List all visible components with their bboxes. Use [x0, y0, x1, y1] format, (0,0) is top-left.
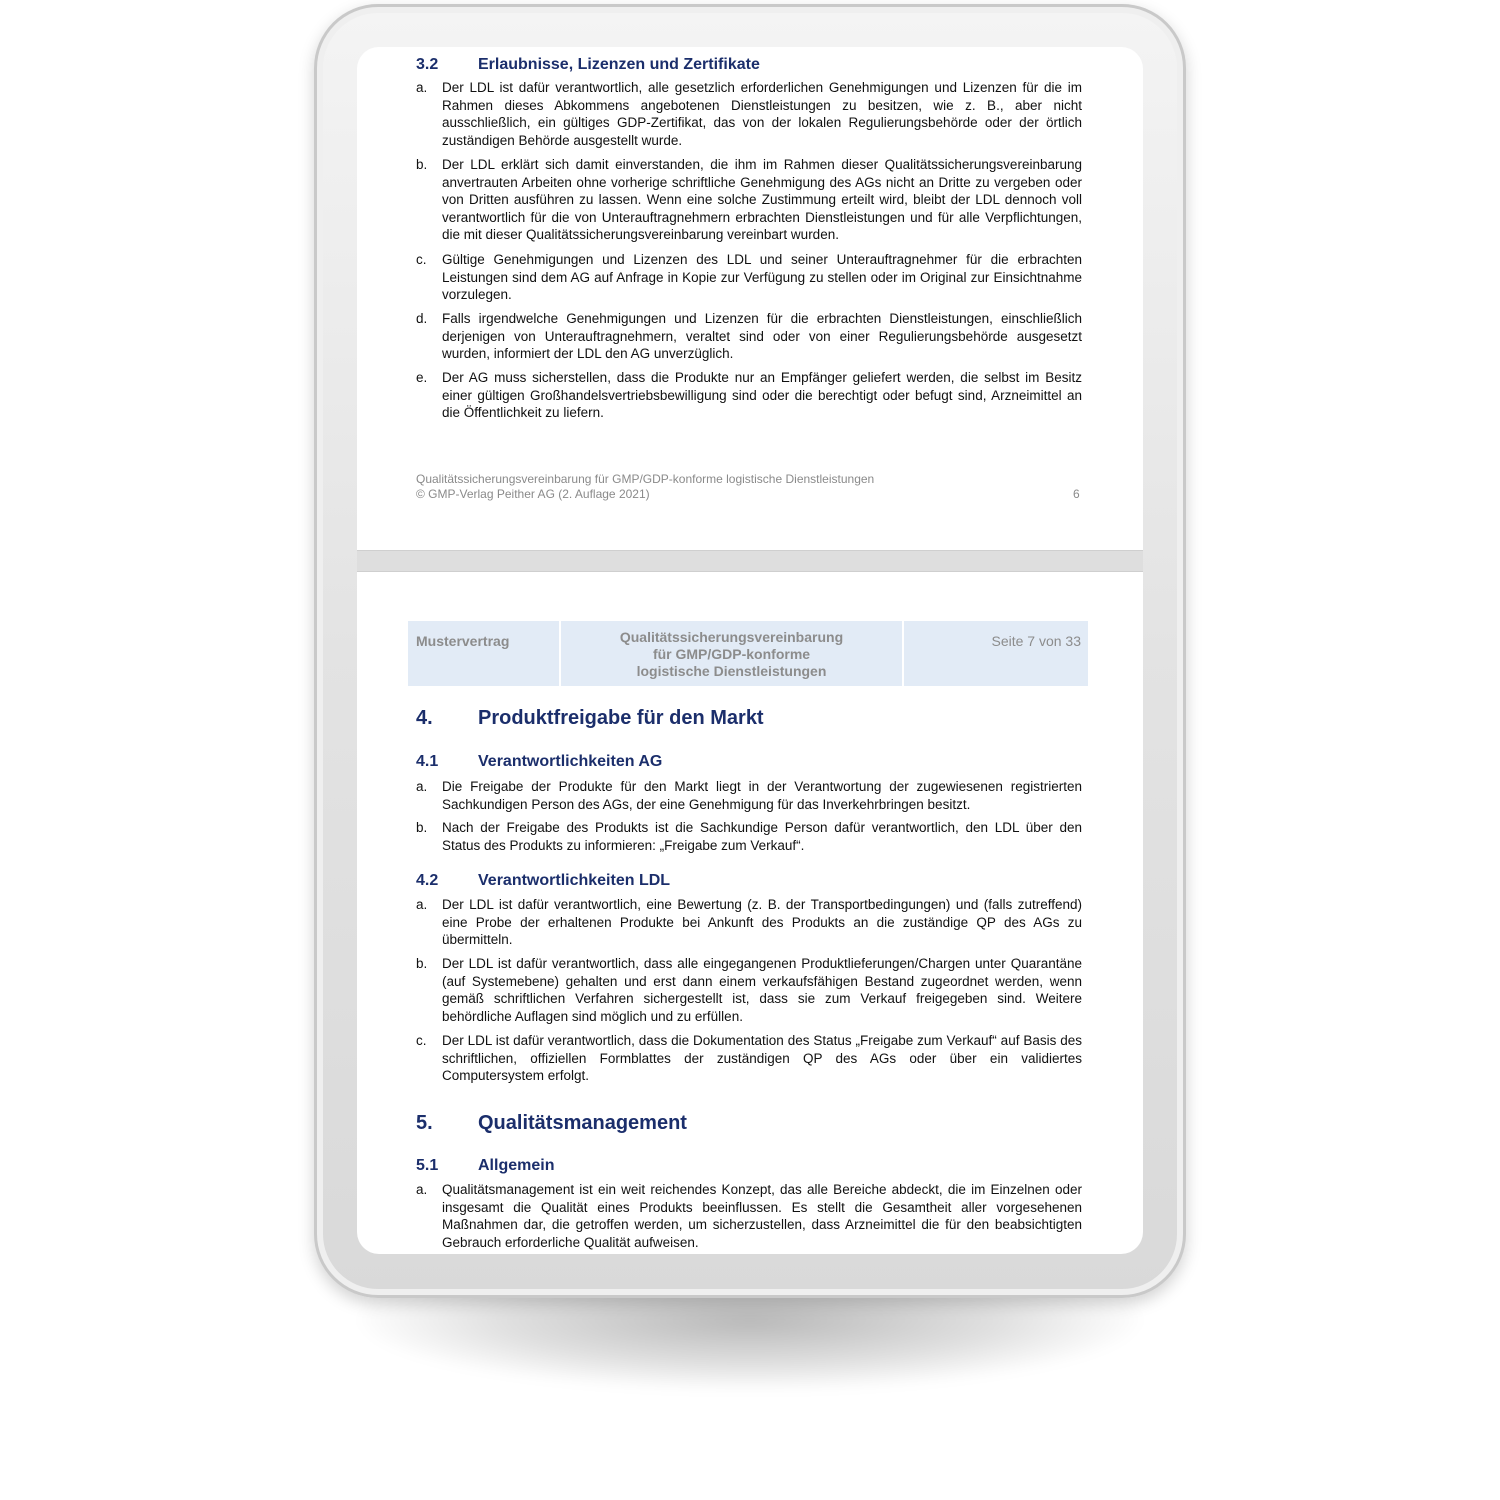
header-cell-page	[904, 621, 1088, 686]
chapter-title: Produktfreigabe für den Markt	[478, 707, 764, 729]
header-doctype: Mustervertrag	[416, 633, 510, 649]
header-title-line: logistische Dienstleistungen	[636, 663, 827, 679]
header-cell-title	[561, 621, 902, 686]
page-footer-title: Qualitätssicherungsvereinbarung für GMP/GDP-konforme logistische Dienstleistungen	[416, 472, 875, 486]
item-label: a.	[416, 779, 428, 794]
list-item: Gültige Genehmigungen und Lizenzen des LDL und seiner Unterauftragnehmer für die erbrachten Leistungen sind dem AG auf Anfrage in Kopie zur Verfügung zu stellen oder im Original zur Einsichtnahme vorzulegen.	[442, 252, 1082, 303]
list-item: Qualitätsmanagement ist ein weit reichendes Konzept, das alle Bereiche abdeckt, die im Einzelnen oder insgesamt die Qualität eines Produkts beeinflussen. Es stellt die Gesamtheit aller vorgesehenen Maßnahmen dar, die getroffen werden, um sicherzustellen, dass Arzneimittel die für den beabsichtigten Gebrauch erforderliche Qualität aufweisen.	[442, 1182, 1082, 1250]
item-label: e.	[416, 370, 428, 385]
chapter-number: 4.	[416, 707, 433, 729]
section-title: Verantwortlichkeiten LDL	[478, 872, 671, 889]
list-item: Die Freigabe der Produkte für den Markt liegt in der Verantwortung der zugewiesenen registrierten Sachkundigen Person des AGs, der eine Genehmigung für das Inverkehrbringen besitzt.	[442, 779, 1082, 812]
list-item: Der LDL erklärt sich damit einverstanden, die ihm im Rahmen dieser Qualitätssicherungsvereinbarung anvertrauten Arbeiten ohne vorherige schriftliche Genehmigung des AGs nicht an Dritte zu vergeben oder von Dritten ausführen zu lassen. Wenn eine solche Zustimmung erteilt wird, bleibt der LDL dennoch voll verantwortlich für die von Unterauftragnehmern erbrachten Dienstleistungen und für alle Verpflichtungen, die mit dieser Qualitätssicherungsvereinbarung vereinbart wurden.	[442, 157, 1082, 243]
section-number: 5.1	[416, 1157, 439, 1174]
section-title: Allgemein	[478, 1157, 555, 1174]
section-number: 4.1	[416, 753, 439, 770]
list-item: Der LDL ist dafür verantwortlich, alle gesetzlich erforderlichen Genehmigungen und Lizenzen für die im Rahmen dieses Abkommens angebotenen Dienstleistungen zu besitzen, wie z. B., aber nicht ausschließlich, ein gültiges GDP-Zertifikat, das von der lokalen Regulierungsbehörde oder der örtlich zuständigen Behörde ausgestellt wurde.	[442, 80, 1082, 148]
item-label: b.	[416, 157, 428, 172]
list-item: Der LDL ist dafür verantwortlich, dass alle eingegangenen Produktlieferungen/Chargen unter Quarantäne (auf Systemebene) gehalten und erst dann einem verkaufsfähigen Bestand zugeordnet werden, wenn gemäß schriftlichen Verfahren sichergestellt ist, dass sie zum Verkauf freigegeben sind. Weitere behördliche Auflagen sind möglich und zu erfüllen.	[442, 956, 1082, 1024]
tablet-screen[interactable]	[357, 47, 1143, 1254]
item-label: d.	[416, 311, 428, 326]
header-page-count: Seite 7 von 33	[991, 633, 1081, 649]
chapter-title: Qualitätsmanagement	[478, 1112, 687, 1134]
item-label: a.	[416, 1182, 428, 1197]
page-separator	[357, 550, 1143, 572]
item-label: a.	[416, 897, 428, 912]
item-label: b.	[416, 956, 428, 971]
item-label: c.	[416, 1033, 427, 1048]
list-item: Der AG muss sicherstellen, dass die Produkte nur an Empfänger geliefert werden, die selbst im Besitz einer gültigen Großhandelsvertriebsbewilligung sind oder die berechtigt oder befugt sind, Arzneimittel an die Öffentlichkeit zu liefern.	[442, 370, 1082, 421]
page-header-table	[408, 621, 1088, 686]
header-cell-doctype	[408, 621, 559, 686]
item-label: c.	[416, 252, 427, 267]
item-label: a.	[416, 80, 428, 95]
chapter-number: 5.	[416, 1112, 433, 1134]
item-label: b.	[416, 820, 428, 835]
section-number: 4.2	[416, 872, 439, 889]
list-item: Der LDL ist dafür verantwortlich, eine Bewertung (z. B. der Transportbedingungen) und (falls zutreffend) eine Probe der erhaltenen Produkte bei Ankunft des Produkts an die zuständige QP des AGs zu übermitteln.	[442, 897, 1082, 948]
header-title-line: Qualitätssicherungsvereinbarung	[619, 629, 844, 645]
section-title: Verantwortlichkeiten AG	[478, 753, 663, 770]
page-footer-copyright: © GMP-Verlag Peither AG (2. Auflage 2021)	[416, 487, 650, 501]
header-title-line: für GMP/GDP-konforme	[652, 646, 811, 662]
list-item: Falls irgendwelche Genehmigungen und Lizenzen für die erbrachten Dienstleistungen, einschließlich derjenigen von Unterauftragnehmern, veraltet sind oder von einer Regulierungsbehörde ausgesetzt wurden, informiert der LDL den AG unverzüglich.	[442, 311, 1082, 362]
list-item: Der LDL ist dafür verantwortlich, dass die Dokumentation des Status „Freigabe zum Verkauf“ auf Basis des schriftlichen, offiziellen Formblattes der zuständigen QP des AGs oder über ein validiertes Computersystem erfolgt.	[442, 1033, 1082, 1084]
section-title: Erlaubnisse, Lizenzen und Zertifikate	[478, 56, 760, 73]
list-item: Nach der Freigabe des Produkts ist die Sachkundige Person dafür verantwortlich, den LDL über den Status des Produkts zu informieren: „Freigabe zum Verkauf“.	[442, 820, 1082, 853]
section-number: 3.2	[416, 56, 439, 73]
page-number: 6	[1073, 487, 1080, 501]
